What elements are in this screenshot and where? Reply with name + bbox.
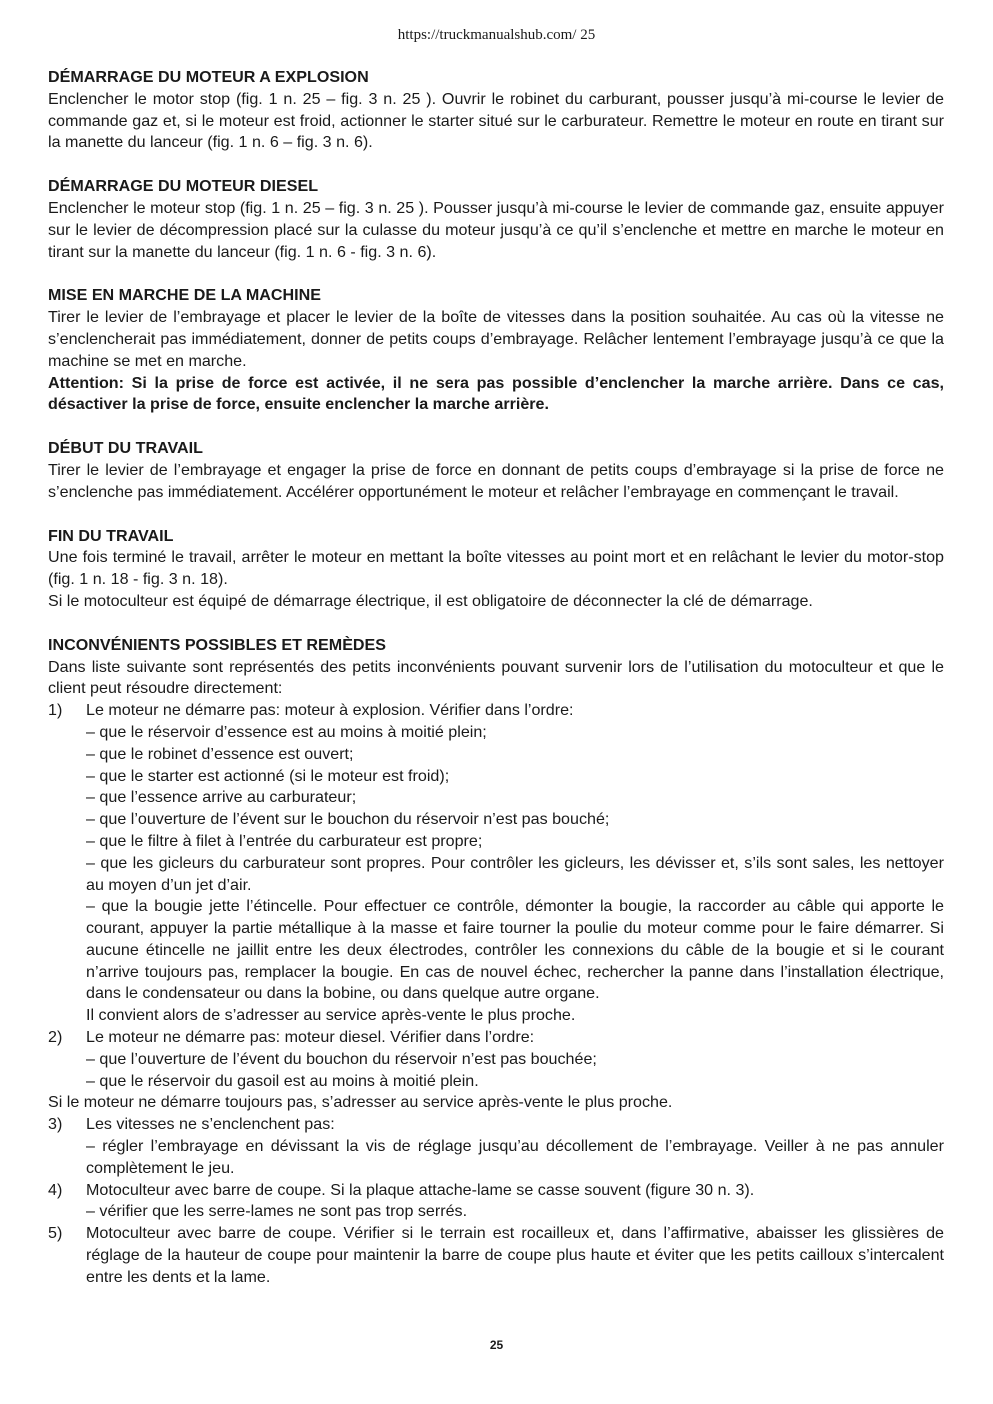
section-paragraph: Enclencher le motor stop (fig. 1 n. 25 – fig. 3 n. 25 ). Ouvrir le robinet du carburant, pousser jusqu’à mi-course le levier de commande gaz et, si le moteur est froid, actionner le starter situé sur le carburateur. Remettre le moteur en route en tirant sur la manette du lanceur (fig. 1 n. 6 – fig. 3 n. 6). <box>48 89 944 152</box>
list-item-line: – que le réservoir d’essence est au moins à moitié plein; <box>86 722 487 741</box>
section-machine-start <box>48 285 944 416</box>
section-heading: DÉMARRAGE DU MOTEUR DIESEL <box>48 177 319 196</box>
section-paragraph: Une fois terminé le travail, arrêter le moteur en mettant la boîte vitesses au point mort et en relâchant le levier du motor-stop (fig. 1 n. 18 - fig. 3 n. 18). <box>48 548 944 589</box>
page-content <box>48 67 944 1289</box>
list-item-number: 1) <box>48 701 63 720</box>
list-item-body <box>86 1027 944 1092</box>
section-heading: INCONVÉNIENTS POSSIBLES ET REMÈDES <box>48 635 387 654</box>
list-item-body <box>86 1180 944 1224</box>
list-item-number: 2) <box>48 1028 63 1047</box>
section-paragraph: Tirer le levier de l’embrayage et engager la prise de force en donnant de petits coups d’embrayage si la prise de force ne s’enclenche pas immédiatement. Accélérer opportunément le moteur et relâcher l’embrayage en commençant le travail. <box>48 460 944 501</box>
list-item-line: – régler l’embrayage en dévissant la vis de réglage jusqu’au décollement de l’embrayage. Veiller à ne pas annuler complètement le jeu. <box>86 1137 944 1177</box>
list-item <box>48 1180 944 1224</box>
list-item-line: – que le filtre à filet à l’entrée du carburateur est propre; <box>86 831 483 850</box>
list-item-line: Le moteur ne démarre pas: moteur diesel. Vérifier dans l’ordre: <box>86 1028 535 1047</box>
list-item <box>48 1114 944 1179</box>
list-item <box>48 1223 944 1288</box>
list-item-number: 5) <box>48 1224 63 1243</box>
list-item-line: Motoculteur avec barre de coupe. Vérifier si le terrain est rocailleux et, dans l’affirmative, abaisser les glissières de réglage de la hauteur de coupe pour maintenir la barre de coupe plus haute et éviter que les petits cailloux s’intercalent entre les dents et la lame. <box>86 1224 944 1286</box>
list-item-body <box>86 700 944 1027</box>
list-item-line: – que la bougie jette l’étincelle. Pour effectuer ce contrôle, démonter la bougie, la raccorder au câble qui apporte le courant, appuyer la partie métallique à la masse et faire tourner la poulie du moteur comme pour le faire démarrer. Si aucune étincelle ne jaillit entre les deux électrodes, contrôler les connexions du câble de la bougie et si le courant n’arrive toujours pas, remplacer la bougie. En cas de nouvel échec, rechercher la panne dans l’installation électrique, dans le condensateur ou dans la bobine, ou dans quelque autre organe. <box>86 897 944 1003</box>
list-item-line: Il convient alors de s’adresser au service après-vente le plus proche. <box>86 1006 576 1025</box>
warning-text: Attention: Si la prise de force est activée, il ne sera pas possible d’enclencher la marche arrière. Dans ce cas, désactiver la prise de force, ensuite enclencher la marche arrière. <box>48 373 944 414</box>
page-number: 25 <box>489 1338 504 1352</box>
list-item-body <box>86 1223 944 1288</box>
section-heading: DÉBUT DU TRAVAIL <box>48 439 203 458</box>
troubleshooting-intro: Dans liste suivante sont représentés des petits inconvénients pouvant survenir lors de l’utilisation du motoculteur et que le client peut résoudre directement: <box>48 657 944 698</box>
section-petrol-start <box>48 67 944 154</box>
list-item-line: – que le starter est actionné (si le moteur est froid); <box>86 766 450 785</box>
troubleshooting-note: Si le moteur ne démarre toujours pas, s’adresser au service après-vente le plus proche. <box>48 1093 673 1112</box>
section-paragraph: Tirer le levier de l’embrayage et placer le levier de la boîte de vitesses dans la position souhaitée. Au cas où la vitesse ne s’enclencherait pas immédiatement, donner de petits coups d’embrayage. Relâcher lentement l’embrayage jusqu’à ce que la machine se met en marche. <box>48 308 944 370</box>
list-item-line: – que l’essence arrive au carburateur; <box>86 788 357 807</box>
list-item <box>48 700 944 1027</box>
section-work-end <box>48 526 944 613</box>
section-paragraph: Si le motoculteur est équipé de démarrage électrique, il est obligatoire de déconnecter la clé de démarrage. <box>48 591 813 610</box>
page-header-url: https://truckmanualshub.com/ 25 <box>397 27 596 43</box>
list-item-line: – que le robinet d’essence est ouvert; <box>86 744 354 763</box>
list-item-line: Le moteur ne démarre pas: moteur à explosion. Vérifier dans l’ordre: <box>86 701 574 720</box>
list-item-line: Les vitesses ne s’enclenchent pas: <box>86 1115 335 1134</box>
section-work-start <box>48 438 944 503</box>
list-item-line: – que les gicleurs du carburateur sont propres. Pour contrôler les gicleurs, les dévisser et, s’ils sont sales, les nettoyer au moyen d’un jet d’air. <box>86 853 944 894</box>
section-heading: FIN DU TRAVAIL <box>48 526 174 545</box>
list-item-number: 4) <box>48 1180 63 1199</box>
list-item-line: Motoculteur avec barre de coupe. Si la plaque attache-lame se casse souvent (figure 30 n. 3). <box>86 1180 755 1199</box>
list-item-number: 3) <box>48 1115 63 1134</box>
section-heading: DÉMARRAGE DU MOTEUR A EXPLOSION <box>48 68 369 86</box>
section-diesel-start <box>48 176 944 263</box>
list-item-line: – que l’ouverture de l’évent du bouchon du réservoir n’est pas bouchée; <box>86 1049 597 1068</box>
list-item-body <box>86 1114 944 1179</box>
list-item-line: – que le réservoir du gasoil est au moins à moitié plein. <box>86 1071 479 1090</box>
section-troubleshooting <box>48 635 944 1289</box>
section-heading: MISE EN MARCHE DE LA MACHINE <box>48 286 322 305</box>
list-item-line: – vérifier que les serre-lames ne sont pas trop serrés. <box>86 1202 468 1221</box>
list-item <box>48 1027 944 1092</box>
list-item-line: – que l’ouverture de l’évent sur le bouchon du réservoir n’est pas bouché; <box>86 810 610 829</box>
section-paragraph: Enclencher le moteur stop (fig. 1 n. 25 – fig. 3 n. 25 ). Pousser jusqu’à mi-course le levier de commande gaz, ensuite appuyer sur le levier de décompression placé sur la culasse du moteur jusqu’à ce qu’il s’enclenche et mettre en marche le moteur en tirant sur la manette du lanceur (fig. 1 n. 6 - fig. 3 n. 6). <box>48 198 944 261</box>
